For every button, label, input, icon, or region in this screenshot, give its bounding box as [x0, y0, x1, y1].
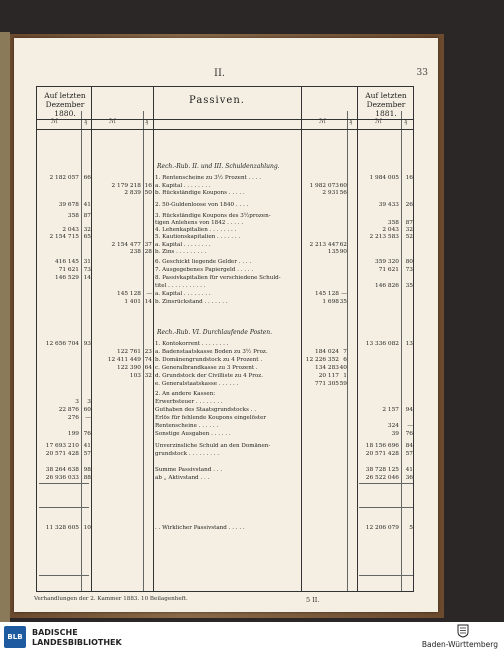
p1: 76	[83, 431, 91, 437]
text: grundstock . . . . . . . . .	[155, 451, 220, 457]
mark-currency: ℳ	[319, 117, 326, 125]
p1: 41	[83, 202, 91, 208]
q1: 87	[405, 220, 413, 226]
text: Sonstige Ausgaben . . . . . .	[155, 431, 231, 437]
l1: 38 264 638	[45, 467, 79, 473]
q1: 76	[405, 431, 413, 437]
l2: 122 390	[117, 365, 141, 371]
text: Erwerbsteuer . . . . . . . .	[155, 399, 223, 405]
m: 20 117	[318, 373, 339, 379]
r1: 26 522 046	[365, 475, 399, 481]
mp: 62	[339, 242, 347, 248]
q1: 41	[405, 467, 413, 473]
m: 135	[327, 249, 339, 255]
header-passiven: Passiven.	[189, 95, 245, 106]
mp: 40	[339, 365, 347, 371]
p1: 66	[83, 175, 91, 181]
m: 184 024	[315, 349, 339, 355]
text: 2. 50-Guldenloose von 1840 . . . .	[155, 202, 249, 208]
q1: 73	[405, 267, 413, 273]
footer-signature: 5 II.	[306, 596, 320, 604]
r1: 38 728 125	[365, 467, 399, 473]
library-name	[32, 628, 122, 648]
text: a. Badenstaatskasse Boden zu 3½ Proz.	[155, 349, 268, 355]
l1: 3	[75, 399, 79, 405]
q1: 84	[405, 443, 413, 449]
text: d. Grundstock der Civilliste zu 4 Proz.	[155, 373, 263, 379]
m: 12 226 352	[305, 357, 339, 363]
p1: —	[85, 415, 91, 421]
r1: 324	[387, 423, 399, 429]
mp: 90	[339, 249, 347, 255]
r1: 39 433	[378, 202, 399, 208]
p1: 88	[83, 475, 91, 481]
l1: 146 529	[55, 275, 79, 281]
r1: 2 157	[382, 407, 399, 413]
l1: 11 328 605	[45, 525, 79, 531]
library-branding-bar	[0, 622, 504, 654]
r1: 2 043	[382, 227, 399, 233]
q1: 80	[405, 259, 413, 265]
r1: 359 320	[375, 259, 399, 265]
l1: 358	[67, 213, 79, 219]
text: 2. An andere Kassen:	[155, 391, 216, 397]
ledger-table	[36, 86, 414, 592]
q1: 5	[409, 525, 413, 531]
q1: 13	[405, 341, 413, 347]
q1: 16	[405, 175, 413, 181]
text: b. Rückständige Koupons . . . . .	[155, 190, 245, 196]
header-year-1880: Auf letzten Dezember 1880.	[44, 91, 86, 118]
p1: 57	[83, 451, 91, 457]
mp: 59	[339, 381, 347, 387]
l1: 17 693 210	[45, 443, 79, 449]
text: a. Kapital . . . . . . . .	[155, 291, 211, 297]
l2: 2 839	[124, 190, 141, 196]
p1: 41	[83, 443, 91, 449]
text: 5. Kautionskapitalien . . . . . . .	[155, 234, 241, 240]
p1: 3	[87, 399, 91, 405]
l2: 238	[129, 249, 141, 255]
p1: 87	[83, 213, 91, 219]
mark-pfennig: ₰	[404, 117, 408, 125]
p1: 32	[83, 227, 91, 233]
r1: 2 213 583	[369, 234, 399, 240]
l1: 2 043	[62, 227, 79, 233]
l1: 2 154 715	[49, 234, 79, 240]
p1: 98	[83, 467, 91, 473]
q1: —	[407, 423, 413, 429]
l1: 22 876	[58, 407, 79, 413]
text: e. Generalstaatskasse . . . . . .	[155, 381, 239, 387]
blb-logo[interactable]: BLB	[4, 626, 26, 648]
m: 771 305	[315, 381, 339, 387]
mp: 6	[343, 357, 347, 363]
p1: 14	[83, 275, 91, 281]
mp: 35	[339, 299, 347, 305]
p2: 32	[144, 373, 152, 379]
p2: 14	[144, 299, 152, 305]
text: 4. Lehenkapitalien . . . . . . . .	[155, 227, 237, 233]
mp: 1	[343, 373, 347, 379]
text: b. Domänengrundstock zu 4 Prozent .	[155, 357, 263, 363]
p2: 37	[144, 242, 152, 248]
q1: 57	[405, 451, 413, 457]
r1: 358	[387, 220, 399, 226]
text: Erlös für fehlende Koupons eingelöster	[155, 415, 267, 421]
l1: 71 621	[58, 267, 79, 273]
r1: 20 571 428	[365, 451, 399, 457]
library-name-line2: LANDESBIBLIOTHEK	[32, 638, 122, 647]
l1: 26 936 033	[45, 475, 79, 481]
m: 2 931	[322, 190, 339, 196]
p2: 23	[144, 349, 152, 355]
mp: 56	[339, 190, 347, 196]
l2: 1 401	[124, 299, 141, 305]
text: 8. Passivkapitalien für verschiedene Schuld-	[155, 275, 281, 281]
l1: 39 678	[58, 202, 79, 208]
page-number: 33	[416, 68, 428, 78]
section-heading-schuldenzahlung: Rech.-Rub. II. und III. Schuldenzahlung.	[157, 163, 280, 170]
mark-currency: ℳ	[109, 117, 116, 125]
l2: 2 154 477	[111, 242, 141, 248]
r1: 146 826	[375, 283, 399, 289]
text: ab „ Aktivstand . . .	[155, 475, 210, 481]
section-number: II.	[214, 68, 226, 79]
l1: 2 182 057	[49, 175, 79, 181]
p1: 73	[83, 267, 91, 273]
l1: 20 571 428	[45, 451, 79, 457]
mark-pfennig: ₰	[145, 117, 149, 125]
text: a. Kapital . . . . . . . .	[155, 183, 211, 189]
l2: 122 761	[117, 349, 141, 355]
mp: 7	[343, 349, 347, 355]
r1: 12 206 079	[365, 525, 399, 531]
text: 3. Rückständige Koupons des 3½prozen-	[155, 213, 271, 219]
p2: 64	[144, 365, 152, 371]
text: titel . . . . . . . . . . .	[155, 283, 206, 289]
m: 134 283	[315, 365, 339, 371]
document-page	[14, 38, 438, 612]
text: b. Zinsrückstand . . . . . . .	[155, 299, 228, 305]
r1: 13 336 082	[365, 341, 399, 347]
m: 2 213 447	[309, 242, 339, 248]
mark-pfennig: ₰	[84, 117, 88, 125]
text: a. Kapital . . . . . . . .	[155, 242, 211, 248]
section-heading-durchlaufende-posten: Rech.-Rub. VI. Durchlaufende Posten.	[157, 329, 273, 336]
q1: 32	[405, 227, 413, 233]
q1: 26	[405, 202, 413, 208]
state-crest-icon	[456, 624, 470, 638]
text: 1. Kontokorrent . . . . . . . .	[155, 341, 229, 347]
p2: 16	[144, 183, 152, 189]
r1: 18 156 696	[365, 443, 399, 449]
q1: 94	[405, 407, 413, 413]
text: Rentenscheine . . . . . .	[155, 423, 219, 429]
text: 6. Geschickt liegende Gelder . . . .	[155, 259, 252, 265]
l1: 12 656 704	[45, 341, 79, 347]
m: 1 982 073	[309, 183, 339, 189]
l1: 276	[67, 415, 79, 421]
text: c. Generalbrandkasse zu 3 Prozent .	[155, 365, 258, 371]
p1: 31	[83, 259, 91, 265]
p2: 74	[144, 357, 152, 363]
l1: 416 145	[55, 259, 79, 265]
p2: —	[146, 291, 152, 297]
p1: 10	[83, 525, 91, 531]
text: 1. Rentenscheine zu 3½ Prozent . . . .	[155, 175, 262, 181]
p2: 50	[144, 190, 152, 196]
library-name-line1: BADISCHE	[32, 628, 78, 637]
q1: 52	[405, 234, 413, 240]
p1: 65	[83, 234, 91, 240]
state-name: Baden-Württemberg	[421, 640, 498, 649]
book-binding	[0, 32, 10, 622]
r1: 1 984 005	[369, 175, 399, 181]
header-year-1881: Auf letzten Dezember 1881.	[365, 91, 407, 118]
mp: —	[341, 291, 347, 297]
r1: 39	[391, 431, 399, 437]
m: 145 128	[315, 291, 339, 297]
mark-currency: ℳ	[375, 117, 382, 125]
text: Summe Passivstand . . .	[155, 467, 222, 473]
l2: 12 411 449	[107, 357, 141, 363]
l1: 199	[67, 431, 79, 437]
l2: 2 179 218	[111, 183, 141, 189]
p1: 93	[83, 341, 91, 347]
r1: 71 621	[378, 267, 399, 273]
text: Guthaben des Staatsgrundstocks . .	[155, 407, 256, 413]
text: . . Wirklicher Passivstand . . . . .	[155, 525, 245, 531]
l2: 103	[129, 373, 141, 379]
mark-currency: ℳ	[51, 117, 58, 125]
text: Unverzinsliche Schuld an den Domänen-	[155, 443, 271, 449]
footer-source: Verhandlungen der 2. Kammer 1883. 10 Beilagenheft.	[34, 596, 188, 602]
m: 1 698	[322, 299, 339, 305]
q1: 35	[405, 283, 413, 289]
text: tigen Anlehens von 1842 . . . . .	[155, 220, 244, 226]
p2: 28	[144, 249, 152, 255]
mark-pfennig: ₰	[349, 117, 353, 125]
text: 7. Ausgegebenes Papiergeld . . . . .	[155, 267, 254, 273]
q1: 36	[405, 475, 413, 481]
p1: 60	[83, 407, 91, 413]
l2: 145 128	[117, 291, 141, 297]
text: b. Zins . . . . . . . . .	[155, 249, 207, 255]
mp: 60	[339, 183, 347, 189]
